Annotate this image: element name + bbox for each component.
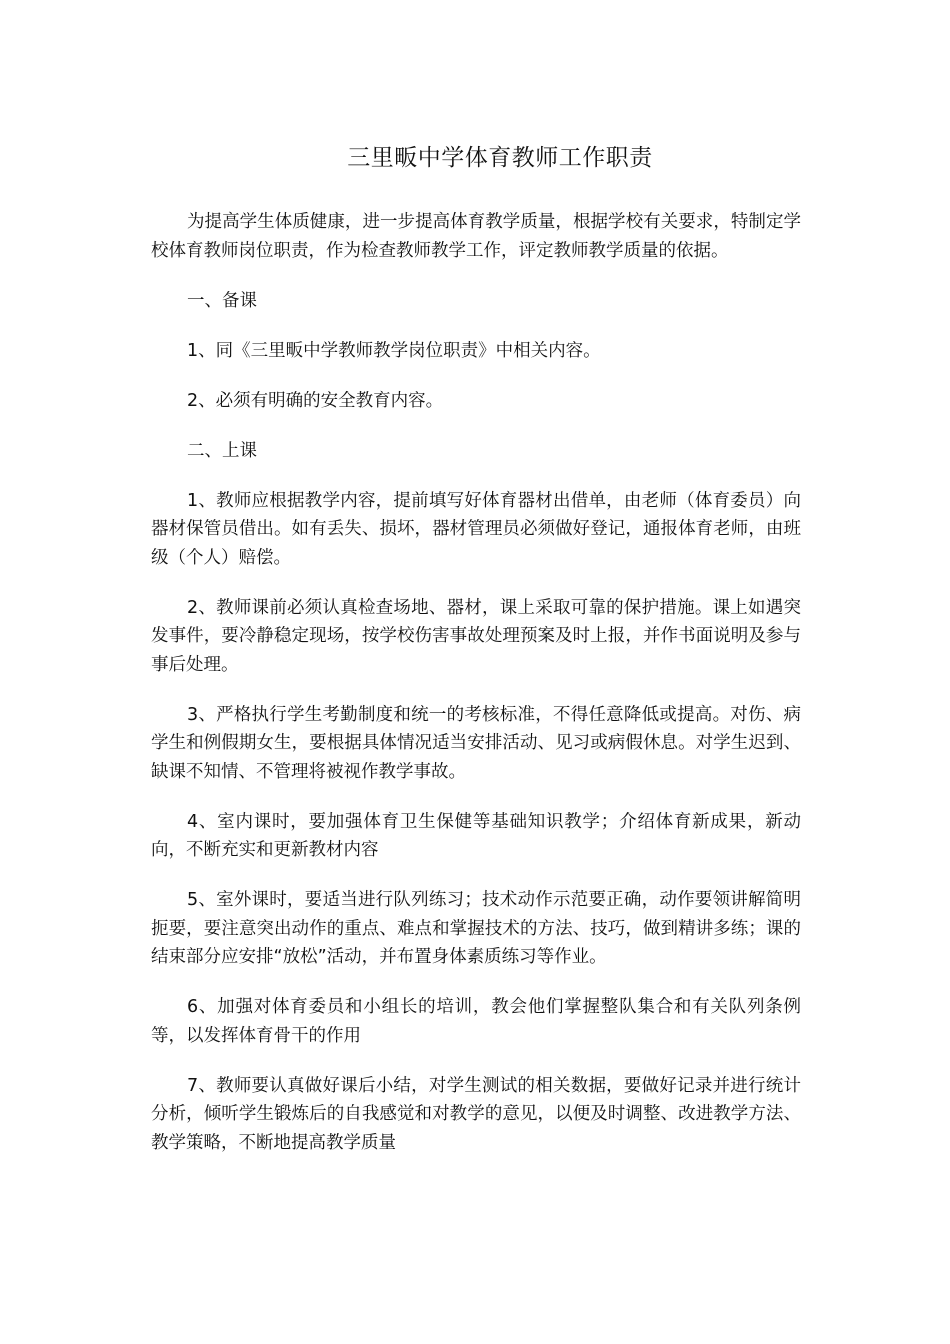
class-item-1: 1、教师应根据教学内容，提前填写好体育器材出借单，由老师（体育委员）向器材保管员借出。如有丢失、损坏，器材管理员必须做好登记，通报体育老师，由班级（个人）赔偿。 [151, 490, 801, 568]
section-heading-preparation: 一、备课 [187, 290, 257, 311]
class-item-3: 3、严格执行学生考勤制度和统一的考核标准，不得任意降低或提高。对伤、病学生和例假期女生，要根据具体情况适当安排活动、见习或病假休息。对学生迟到、缺课不知情、不管理将被视作教学事故。 [151, 704, 801, 782]
document-body [151, 208, 801, 1179]
intro-paragraph: 为提高学生体质健康，进一步提高体育教学质量，根据学校有关要求，特制定学校体育教师岗位职责，作为检查教师教学工作，评定教师教学质量的依据。 [151, 212, 801, 261]
class-item-6: 6、加强对体育委员和小组长的培训，教会他们掌握整队集合和有关队列条例等，以发挥体育骨干的作用 [151, 997, 801, 1046]
preparation-item-1: 1、同《三里畈中学教师教学岗位职责》中相关内容。 [187, 340, 601, 361]
class-item-4: 4、室内课时，要加强体育卫生保健等基础知识教学；介绍体育新成果，新动向，不断充实和更新教材内容 [151, 811, 801, 860]
preparation-item-2: 2、必须有明确的安全教育内容。 [187, 390, 444, 411]
document-title: 三里畈中学体育教师工作职责 [347, 145, 653, 171]
class-item-5: 5、室外课时，要适当进行队列练习；技术动作示范要正确，动作要领讲解简明扼要，要注意突出动作的重点、难点和掌握技术的方法、技巧，做到精讲多练；课的结束部分应安排“放松”活动，并布置身体素质练习等作业。 [151, 890, 801, 967]
section-heading-class: 二、上课 [187, 440, 257, 461]
class-item-7: 7、教师要认真做好课后小结，对学生测试的相关数据，要做好记录并进行统计分析，倾听学生锻炼后的自我感觉和对教学的意见，以便及时调整、改进教学方法、教学策略，不断地提高教学质量 [151, 1075, 801, 1153]
class-item-2: 2、教师课前必须认真检查场地、器材，课上采取可靠的保护措施。课上如遇突发事件，要冷静稳定现场，按学校伤害事故处理预案及时上报，并作书面说明及参与事后处理。 [151, 597, 801, 675]
